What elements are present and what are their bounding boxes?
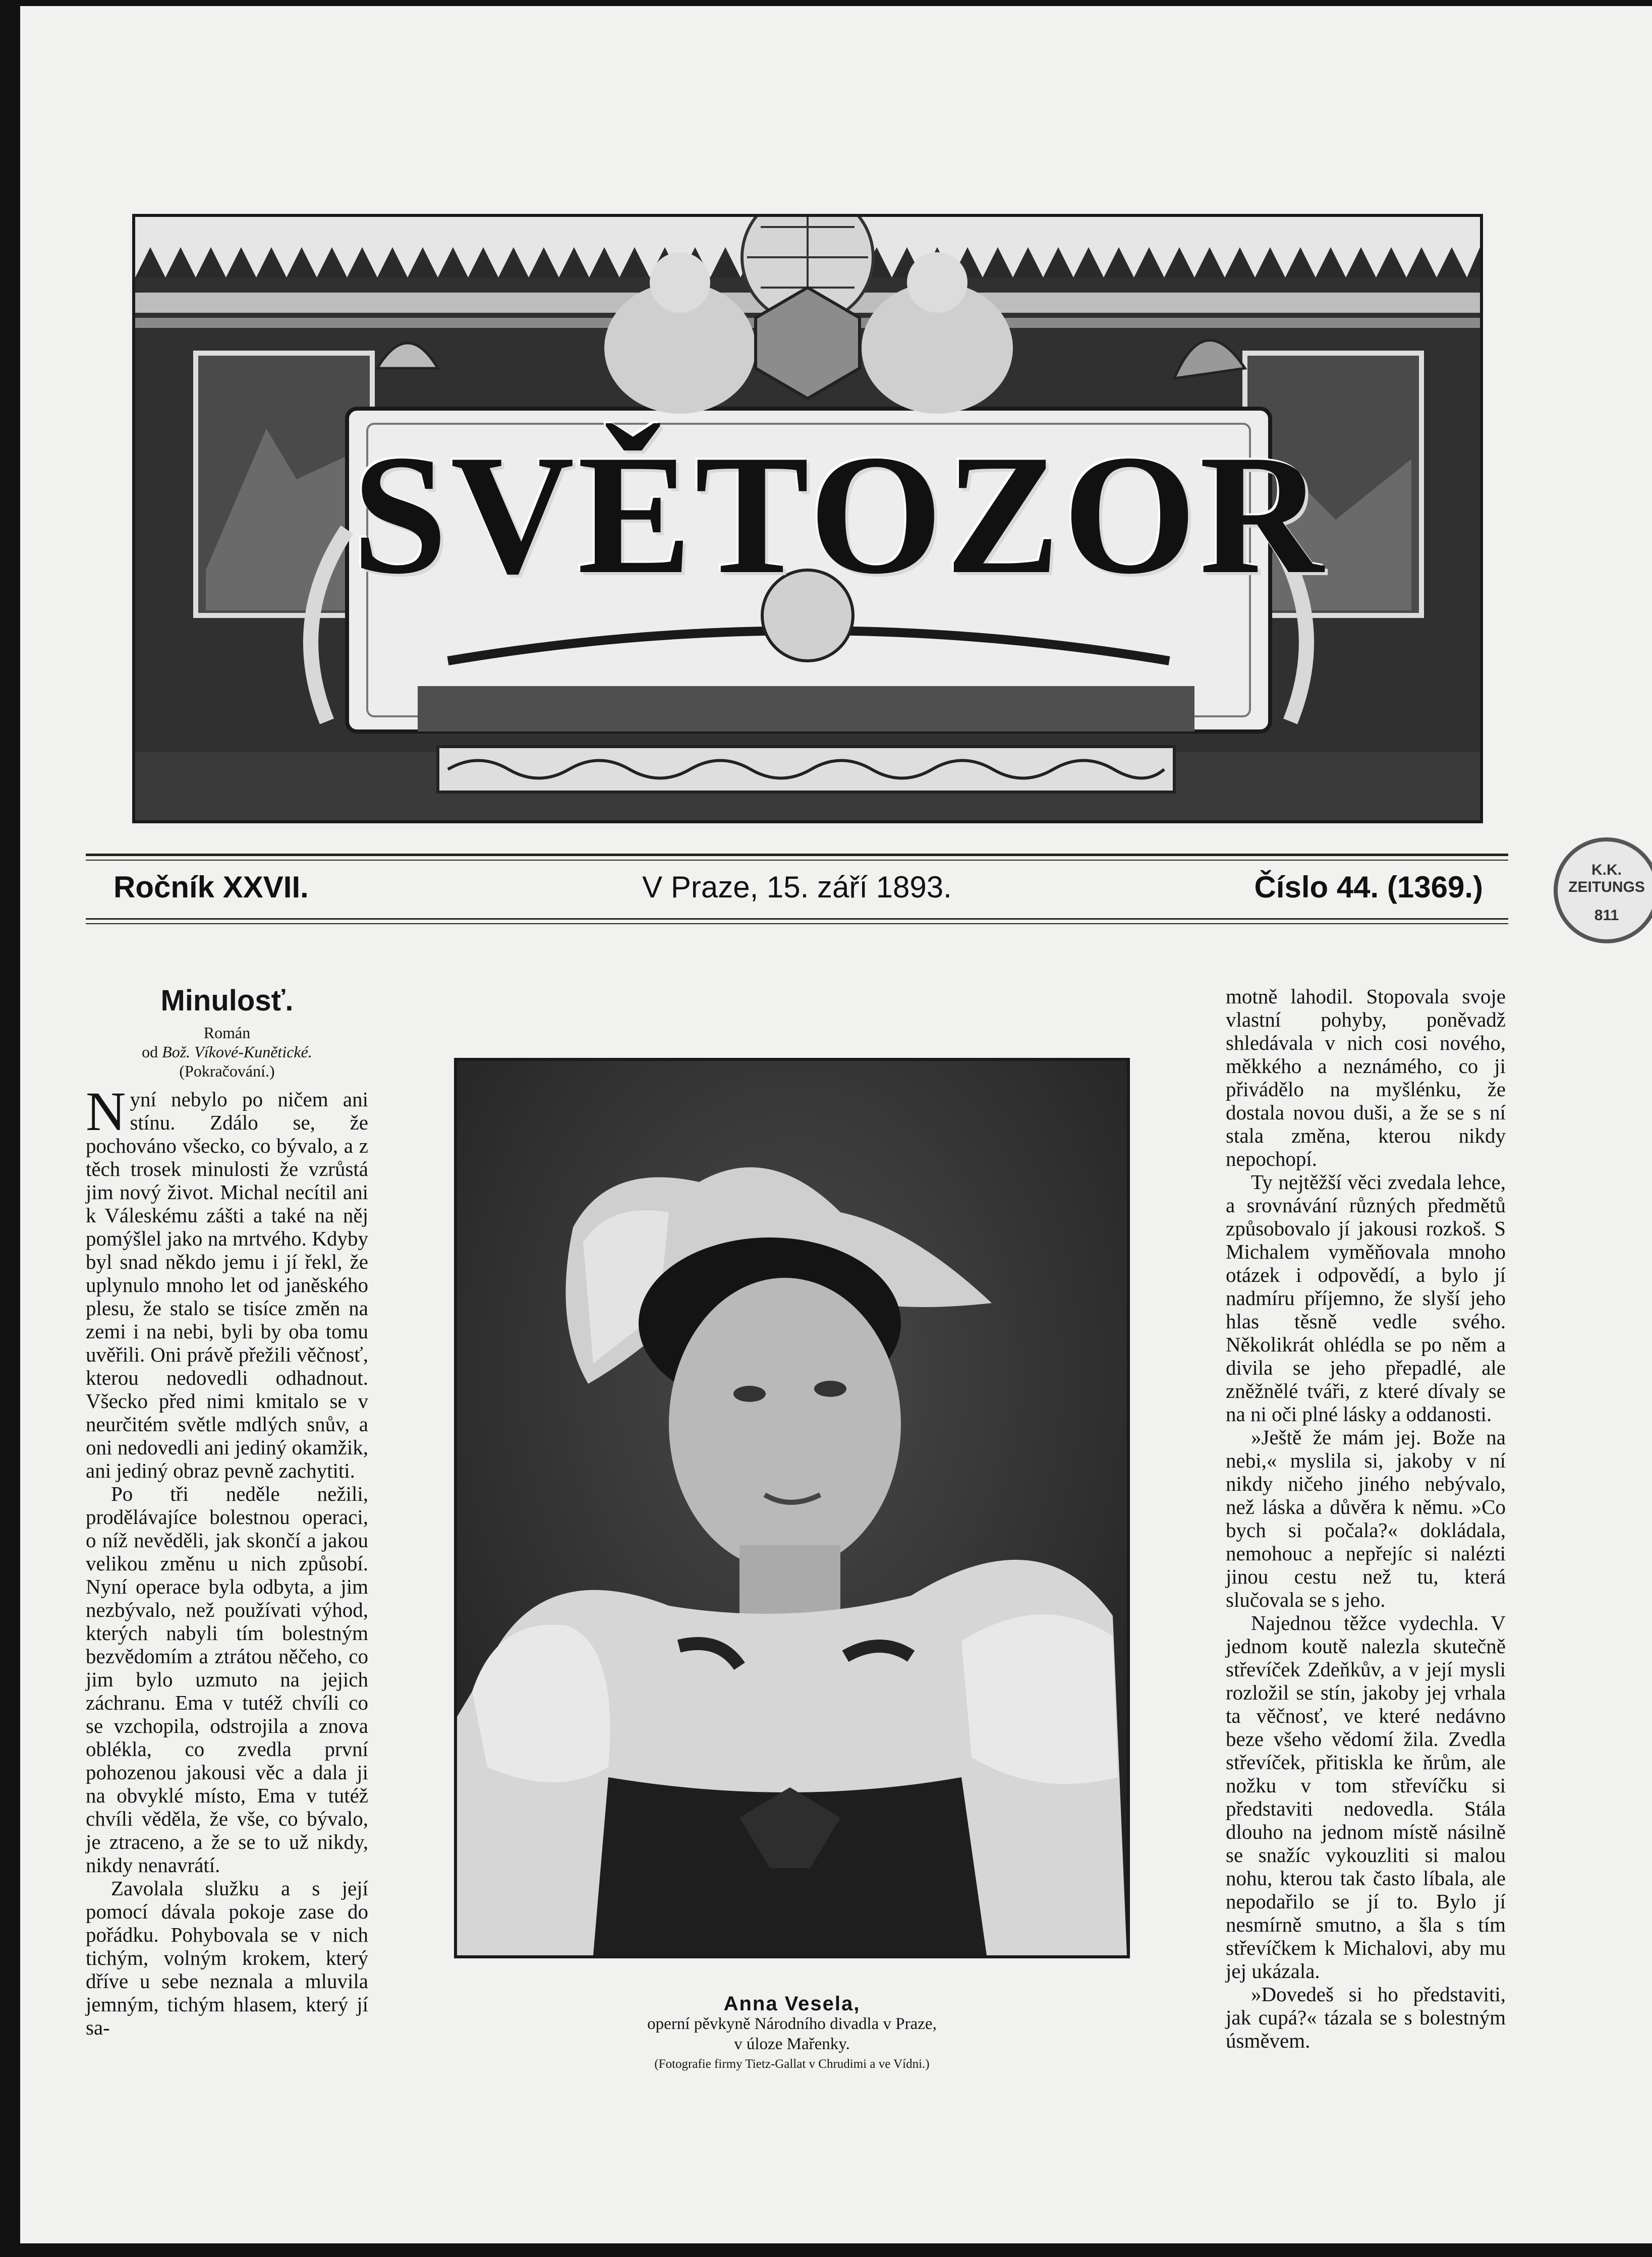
drop-cap: N xyxy=(86,1081,126,1142)
right-column xyxy=(1226,985,1506,2052)
story-author-line xyxy=(86,1042,368,1061)
issue-volume: Ročník XXVII. xyxy=(113,870,309,904)
newspaper-page xyxy=(20,6,1652,2243)
story-continued: (Pokračování.) xyxy=(179,1062,275,1080)
story-title: Minulosť. xyxy=(160,984,294,1017)
issue-number: Číslo 44. (1369.) xyxy=(1254,870,1483,904)
caption-name: Anna Vesela, xyxy=(723,1993,861,2015)
masthead-illustration xyxy=(132,214,1483,823)
story-genre: Román xyxy=(203,1024,251,1042)
issue-date: V Praze, 15. září 1893. xyxy=(642,870,952,904)
library-stamp xyxy=(1554,837,1652,943)
story-author: Bož. Víkové-Kunětické. xyxy=(162,1043,312,1061)
caption-part: v úloze Mařenky. xyxy=(734,2035,850,2053)
paragraph-text: yní nebylo po ničem ani stínu. Zdálo se, že pochováno všecko, co bývalo, a z těch trosek minulosti že vzrůstá jim nový život. Michal necítil ani k Váleskému zášti a také na něj pomýšlel jako na mrtvého. Kdyby byl snad někdo jemu i jí řekl, že uplynulo mnoho let od janěského plesu, že stalo se tisíce změn na zemi i na nebi, byli by oba tomu uvěřili. Oni právě přežili věčnosť, kterou nedovedli odhadnout. Všecko před nimi kmitalo se v neurčitém světle mdlých snův, a oni nedovedli ani jediný okamžik, ani jediný obraz pevně zachytiti. xyxy=(86,1088,368,1482)
top-rule xyxy=(86,854,1508,856)
paragraph xyxy=(86,1081,368,1482)
paragraph: »Ještě že mám jej. Bože na nebi,« myslila si, jakoby v ní nikdy ničeho jiného nebývalo, než láska a důvěra k němu. »Co bych si počala?« dokládala, nemohouc a nepřejíc si nalézti jinou cestu než tu, která slučovala se s jeho. xyxy=(1226,1426,1506,1611)
portrait-photo xyxy=(454,1058,1130,1958)
issue-bar xyxy=(86,864,1508,919)
paragraph: Ty nejtěžší věci zvedala lehce, a srovnávání různých předmětů způsobovalo jí jakousi rozkoš. S Michalem vyměňovala mnoho otázek i odpovědí, a bylo jí nadmíru příjemno, že slyší jeho hlas těsně vedle svého. Několikrát ohlédla se po něm a divila se jeho přepadlé, ale zněžnělé tváři, z které dívaly se na ni oči plné lásky a oddanosti. xyxy=(1226,1170,1506,1426)
stamp-text-bottom: 811 xyxy=(1594,907,1619,924)
bottom-rule xyxy=(86,918,1508,920)
caption-role: operní pěvkyně Národního divadla v Praze, xyxy=(647,2015,937,2033)
photo-caption xyxy=(454,1994,1130,2074)
bottom-rule-thin xyxy=(86,923,1508,924)
paragraph: Zavolala služku a s její pomocí dávala pokoje zase do pořádku. Pohybovala se v nich tichým, volným krokem, který dříve u sebe neznala a mluvila jemným, tichým hlasem, který jí sa- xyxy=(86,1877,368,2039)
portrait-image xyxy=(457,1061,1127,1955)
paragraph: »Dovedeš si ho představiti, jak cupá?« tázala se s bolestným úsměvem. xyxy=(1226,1983,1506,2052)
author-prefix: od xyxy=(142,1043,158,1061)
masthead-title: SVĚTOZOR xyxy=(352,419,1327,609)
caption-credit: (Fotografie firmy Tietz-Gallat v Chrudimi a ve Vídni.) xyxy=(654,2057,930,2071)
left-column xyxy=(86,985,368,2039)
top-rule-thin xyxy=(86,860,1508,861)
paragraph: motně lahodil. Stopovala svoje vlastní pohyby, poněvadž shledávala v nich cosi nového, měkkého a neznámého, co ji přivádělo na myšlénku, že dostala novou duši, a že se s ní stala změna, kterou nikdy nepochopí. xyxy=(1226,985,1506,1170)
paragraph: Najednou těžce vydechla. V jednom koutě nalezla skutečně střevíček Zdeňkův, a v její mysli rozložil se stín, jakoby jej vrhala ta věčnosť, ve které nedávno beze všeho vědomí žila. Zvedla střevíček, přitiskla ke ňrům, ale nožku v tom střevíčku si představiti nedovedla. Stála dlouho na jednom místě násilně se snažíc vykouzliti si malou nohu, kterou tak často líbala, ale nepodařilo se jí to. Bylo jí nesmírně smutno, a šla s tím střevíčkem k Michalovi, aby mu jej ukázala. xyxy=(1226,1611,1506,1983)
paragraph: Po tři neděle nežili, prodělávajíce bolestnou operaci, o níž nevěděli, jak skončí a jakou velikou změnu u nich způsobí. Nyní operace byla odbyta, a jim nezbývalo, než používati výhod, kterých nabyli tím bolestným bezvědomím a ztrátou něčeho, co jim bylo uzmuto na jejich záchranu. Ema v tutéž chvíli co se vzchopila, odstrojila a znova oblékla, co zvedla první pohozenou jakousi věc a dala ji na obvyklé místo, Ema v tutéž chvíli věděla, že vše, co bývalo, je ztraceno, a že se to už nikdy, nikdy nenavrátí. xyxy=(86,1482,368,1877)
stamp-text-top: K.K. ZEITUNGS xyxy=(1568,862,1645,895)
